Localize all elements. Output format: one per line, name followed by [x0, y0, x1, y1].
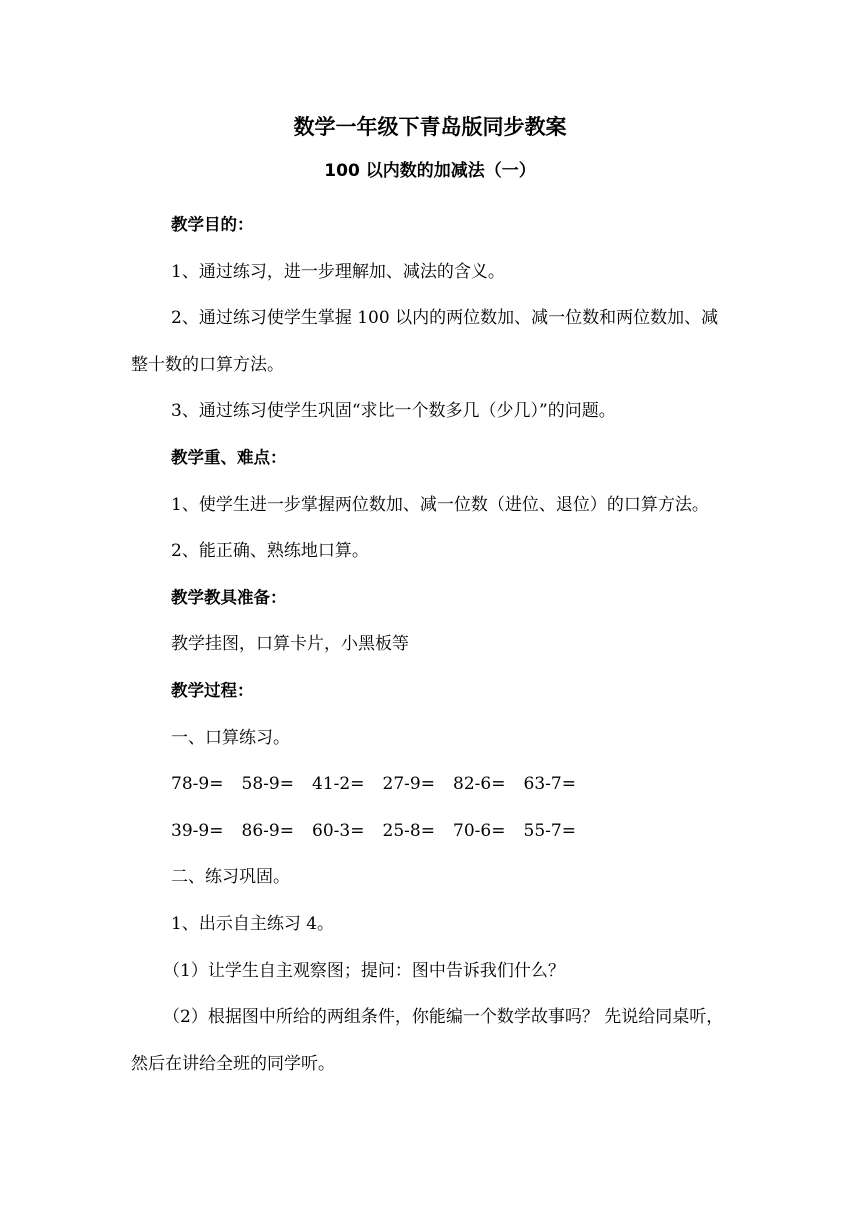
tools-text: 教学挂图，口算卡片，小黑板等 — [171, 634, 409, 655]
goal-item: 3、通过练习使学生巩固“求比一个数多几（少几）”的问题。 — [171, 401, 616, 422]
calc-row — [131, 808, 731, 855]
calc-item: 82-6= — [453, 774, 506, 795]
calc-item: 70-6= — [453, 820, 506, 841]
key-points-heading: 教学重、难点： — [171, 447, 287, 467]
calc-row — [131, 761, 731, 808]
document-body — [131, 202, 731, 1087]
question-item: （2）根据图中所给的两组条件，你能编一个数学故事吗？ 先说给同桌听，然后在讲给全班的同学听。 — [131, 1007, 724, 1074]
step-one: 一、口算练习。 — [171, 727, 290, 748]
calc-item: 55-7= — [523, 820, 576, 841]
tools-heading: 教学教具准备： — [171, 587, 287, 607]
document-subtitle: 100 以内数的加减法（一） — [324, 161, 536, 181]
calc-item: 78-9= — [171, 774, 224, 795]
key-point-item: 1、使学生进一步掌握两位数加、减一位数（进位、退位）的口算方法。 — [171, 494, 709, 515]
calc-item: 63-7= — [523, 774, 576, 795]
calc-item: 60-3= — [312, 820, 365, 841]
calc-item: 25-8= — [382, 820, 435, 841]
goals-heading: 教学目的： — [171, 215, 254, 234]
question-item: （1）让学生自主观察图；提问：图中告诉我们什么？ — [163, 960, 565, 981]
exercise-item: 1、出示自主练习 4。 — [171, 913, 335, 934]
calc-item: 41-2= — [312, 774, 365, 795]
calc-item: 86-9= — [241, 820, 294, 841]
calc-item: 58-9= — [241, 774, 294, 795]
key-point-item: 2、能正确、熟练地口算。 — [171, 541, 369, 562]
document-title: 数学一年级下青岛版同步教案 — [293, 115, 567, 139]
calc-item: 39-9= — [171, 820, 224, 841]
step-two: 二、练习巩固。 — [171, 867, 290, 888]
goal-item: 1、通过练习，进一步理解加、减法的含义。 — [171, 261, 505, 282]
goal-item: 2、通过练习使学生掌握 100 以内的两位数加、减一位数和两位数加、减整十数的口算方法。 — [131, 308, 719, 375]
calc-item: 27-9= — [382, 774, 435, 795]
process-heading: 教学过程： — [171, 680, 254, 700]
